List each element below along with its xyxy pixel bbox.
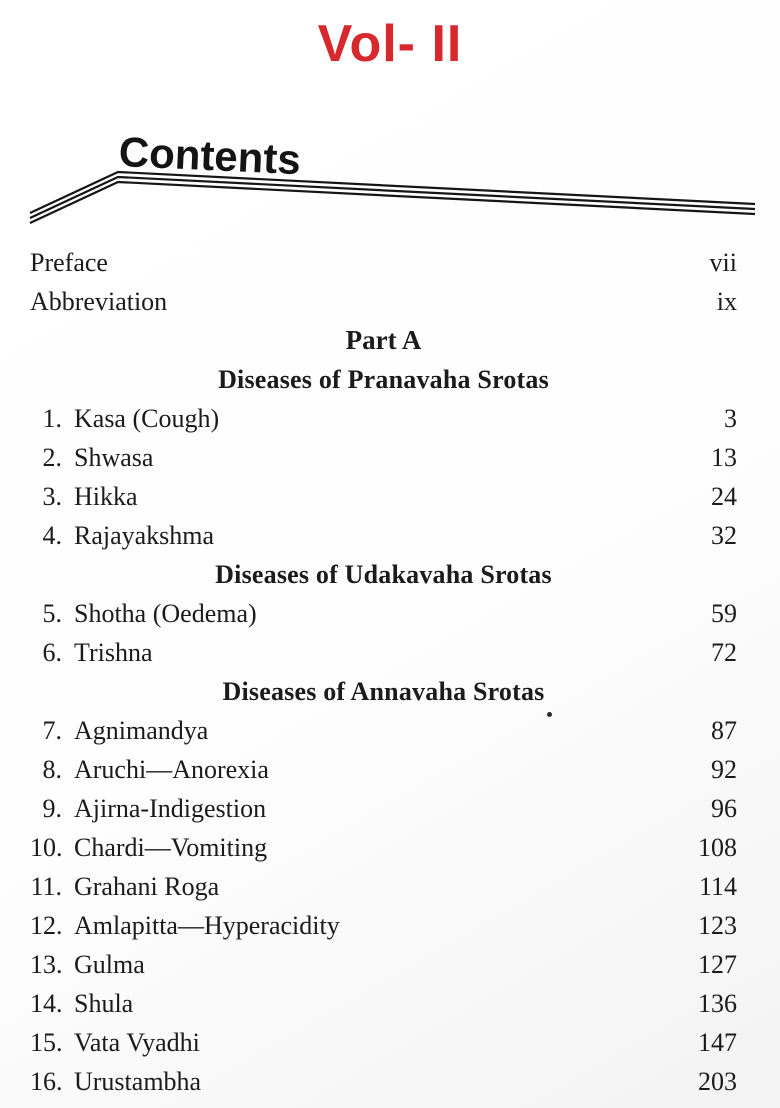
contents-header (0, 0, 780, 240)
entry-page-number: 127 (698, 950, 737, 979)
entry-title: Chardi—Vomiting (74, 833, 268, 862)
volume-title: Vol- II (317, 15, 463, 73)
entry-page-number: 59 (711, 599, 737, 628)
toc-item-row (30, 867, 737, 906)
entry-number: 11. (30, 872, 62, 901)
toc-item-row (30, 711, 737, 750)
entry-title: Kasa (Cough) (74, 404, 220, 433)
entry-title: Grahani Roga (74, 872, 220, 901)
entry-page-number: 136 (698, 989, 737, 1018)
entry-number: 4. (42, 521, 62, 550)
entry-page-number: 13 (711, 443, 737, 472)
toc-item-row (30, 399, 737, 438)
entry-page-number: 72 (711, 638, 737, 667)
entry-number: 16. (30, 1067, 63, 1096)
entry-number: 10. (30, 833, 63, 862)
toc-item-row (30, 477, 737, 516)
entry-number: 1. (42, 404, 62, 433)
toc-item-row (30, 1062, 737, 1101)
toc-item-row (30, 906, 737, 945)
toc-item-row (30, 516, 737, 555)
entry-title: Shula (74, 989, 134, 1018)
entry-number: 13. (30, 950, 63, 979)
entry-number: 6. (42, 638, 62, 667)
entry-page-number: 108 (698, 833, 737, 862)
part-heading: Part A (345, 325, 422, 355)
entry-title: Preface (30, 248, 108, 277)
entry-title: Trishna (74, 638, 153, 667)
ink-speck (547, 712, 552, 717)
entry-page-number: 32 (711, 521, 737, 550)
section-heading: Diseases of Annavaha Srotas (222, 677, 545, 706)
entry-page-number: 92 (711, 755, 737, 784)
entry-page-number: 87 (711, 716, 737, 745)
toc-item-row (30, 438, 737, 477)
entry-number: 2. (42, 443, 62, 472)
entry-page-number: vii (709, 248, 737, 277)
entry-number: 9. (42, 794, 62, 823)
front-matter-row (30, 282, 737, 321)
toc-item-row (30, 750, 737, 789)
entry-title: Shotha (Oedema) (74, 599, 257, 628)
front-matter-row (30, 243, 737, 282)
entry-title: Ajirna-Indigestion (74, 794, 267, 823)
toc-item-row (30, 828, 737, 867)
entry-title: Agnimandya (74, 716, 209, 745)
entry-page-number: 114 (698, 872, 737, 901)
section-heading: Diseases of Pranavaha Srotas (218, 365, 549, 394)
entry-title: Hikka (74, 482, 138, 511)
entry-page-number: 203 (698, 1067, 737, 1096)
entry-page-number: ix (716, 287, 737, 316)
entry-title: Amlapitta—Hyperacidity (74, 911, 340, 940)
entry-number: 3. (42, 482, 62, 511)
entry-title: Rajayakshma (74, 521, 215, 550)
table-of-contents (30, 243, 737, 1101)
contents-heading: Contents (117, 128, 302, 184)
toc-item-row (30, 945, 737, 984)
entry-title: Urustambha (74, 1067, 202, 1096)
toc-item-row (30, 789, 737, 828)
entry-number: 12. (30, 911, 63, 940)
toc-item-row (30, 984, 737, 1023)
entry-number: 5. (42, 599, 62, 628)
entry-title: Gulma (74, 950, 145, 979)
entry-page-number: 123 (698, 911, 737, 940)
toc-item-row (30, 594, 737, 633)
entry-number: 14. (30, 989, 63, 1018)
toc-item-row (30, 1023, 737, 1062)
entry-page-number: 147 (698, 1028, 737, 1057)
decorative-triple-rule (0, 165, 780, 245)
entry-page-number: 24 (711, 482, 737, 511)
entry-number: 8. (42, 755, 62, 784)
entry-title: Abbreviation (30, 287, 168, 316)
toc-item-row (30, 633, 737, 672)
entry-title: Shwasa (74, 443, 154, 472)
entry-number: 7. (42, 716, 62, 745)
entry-page-number: 96 (711, 794, 737, 823)
entry-number: 15. (30, 1028, 63, 1057)
entry-title: Vata Vyadhi (74, 1028, 200, 1057)
entry-title: Aruchi—Anorexia (74, 755, 269, 784)
entry-page-number: 3 (724, 404, 737, 433)
section-heading: Diseases of Udakavaha Srotas (215, 560, 552, 589)
